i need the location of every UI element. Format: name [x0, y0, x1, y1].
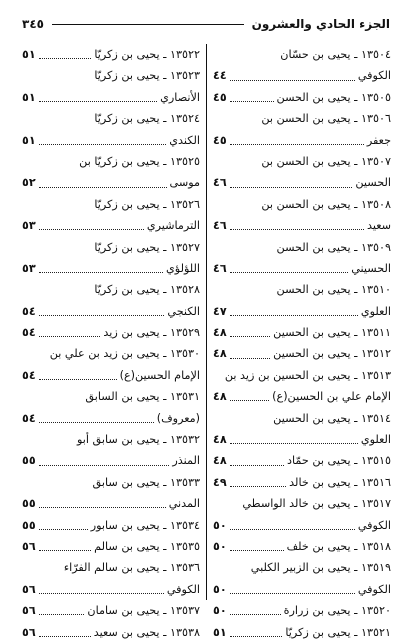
entry-page-number: ٥٥	[22, 454, 36, 468]
index-line	[22, 450, 200, 471]
dot-leader	[230, 465, 284, 466]
index-column-right	[213, 44, 391, 643]
dot-leader	[230, 593, 355, 594]
entry-page-number: ٥٤	[22, 304, 36, 318]
entry-text: سعيد	[366, 219, 391, 233]
entry-page-number: ٥٤	[22, 368, 36, 382]
entry-text: ١٣٥١٠ ـ يحيى بن الحسن	[276, 283, 391, 297]
entry-page-number: ٥٠	[213, 539, 227, 553]
index-line	[213, 194, 391, 215]
entry-text: ١٣٥٢١ ـ يحيى بن زكريّا	[285, 625, 391, 639]
index-line	[213, 557, 391, 578]
dot-leader	[230, 636, 283, 637]
entry-text: الإمام الحسين(ع)	[119, 368, 200, 382]
index-line	[213, 108, 391, 129]
entry-text: الكندي	[169, 133, 200, 147]
dot-leader	[39, 593, 164, 594]
entry-text: ١٣٥٣٠ ـ يحيى بن زيد بن علي بن	[49, 347, 200, 361]
index-line	[22, 215, 200, 236]
index-line	[22, 108, 200, 129]
dot-leader	[230, 529, 355, 530]
index-line	[213, 493, 391, 514]
index-line	[22, 579, 200, 600]
index-line	[213, 386, 391, 407]
index-line	[213, 450, 391, 471]
index-line	[22, 365, 200, 386]
index-line	[213, 258, 391, 279]
dot-leader	[230, 614, 281, 615]
entry-text: الكوفي	[357, 582, 391, 596]
index-line	[22, 87, 200, 108]
index-line	[213, 279, 391, 300]
dot-leader	[230, 101, 274, 102]
entry-text: ١٣٥٢٨ ـ يحيى بن زكريّا	[94, 283, 200, 297]
index-line	[213, 429, 391, 450]
entry-text: ١٣٥٢٧ ـ يحيى بن زكريّا	[94, 240, 200, 254]
entry-page-number: ٤٨	[213, 454, 227, 468]
entry-page-number: ٥٥	[22, 518, 36, 532]
entry-text: موسى	[169, 176, 200, 190]
entry-text: جعفر	[366, 133, 391, 147]
index-line	[213, 237, 391, 258]
dot-leader	[39, 187, 167, 188]
index-line	[22, 172, 200, 193]
entry-page-number: ٥٥	[22, 497, 36, 511]
entry-text: ١٣٥٠٦ ـ يحيى بن الحسن بن	[261, 112, 391, 126]
index-line	[213, 343, 391, 364]
page-header	[22, 14, 390, 34]
dot-leader	[230, 187, 353, 188]
dot-leader	[230, 336, 271, 337]
entry-page-number: ٤٥	[213, 133, 227, 147]
dot-leader	[39, 379, 117, 380]
index-line	[213, 322, 391, 343]
entry-text: الكوفي	[357, 69, 391, 83]
dot-leader	[230, 144, 364, 145]
entry-page-number: ٥١	[22, 90, 36, 104]
index-line	[22, 343, 200, 364]
entry-page-number: ٥١	[22, 48, 36, 61]
dot-leader	[39, 529, 88, 530]
entry-page-number: ٤٧	[213, 304, 227, 318]
entry-page-number: ٤٤	[213, 69, 227, 83]
page-number: ٣٤٥	[22, 17, 44, 31]
entry-text: اللؤلؤي	[166, 261, 200, 275]
column-divider	[206, 44, 207, 600]
index-line	[22, 279, 200, 300]
entry-text: ١٣٥٢٦ ـ يحيى بن زكريّا	[94, 197, 200, 211]
entry-text: ١٣٥٢٣ ـ يحيى بن زكريّا	[94, 69, 200, 83]
dot-leader	[230, 443, 358, 444]
index-line	[22, 322, 200, 343]
index-line	[213, 365, 391, 386]
entry-text: ١٣٥٣٤ ـ يحيى بن سابور	[90, 518, 200, 532]
entry-text: الكوفي	[166, 582, 200, 596]
entry-text: ١٣٥٠٧ ـ يحيى بن الحسن بن	[261, 154, 391, 168]
entry-page-number: ٥١	[213, 625, 227, 639]
entry-text: ١٣٥٣٨ ـ يحيى بن سعيد	[93, 625, 200, 639]
dot-leader	[230, 315, 358, 316]
entry-page-number: ٥٠	[213, 582, 227, 596]
running-title: الجزء الحادي والعشرون	[251, 17, 390, 31]
entry-text: الحسيني	[351, 261, 391, 275]
entry-text: ١٣٥١٩ ـ يحيى بن الزبير الكلبي	[250, 561, 391, 575]
dot-leader	[39, 636, 91, 637]
index-line	[22, 600, 200, 621]
dot-leader	[230, 272, 349, 273]
dot-leader	[39, 336, 101, 337]
index-line	[213, 87, 391, 108]
entry-page-number: ٤٨	[213, 433, 227, 447]
dot-leader	[39, 614, 85, 615]
entry-text: ١٣٥٢٢ ـ يحيى بن زكريّا	[94, 48, 200, 61]
entry-page-number: ٥٦	[22, 539, 36, 553]
index-line	[22, 408, 200, 429]
entry-page-number: ٥٦	[22, 625, 36, 639]
entry-text: ١٣٥٢٥ ـ يحيى بن زكريّا بن	[79, 154, 200, 168]
entry-text: ١٣٥١٨ ـ يحيى بن خلف	[286, 539, 391, 553]
entry-page-number: ٥٦	[22, 582, 36, 596]
index-line	[22, 258, 200, 279]
dot-leader	[39, 229, 144, 230]
entry-text: الكنجي	[167, 304, 200, 318]
entry-page-number: ٤٦	[213, 219, 227, 233]
entry-page-number: ٤٨	[213, 390, 227, 404]
index-line	[22, 194, 200, 215]
entry-text: ١٣٥١٧ ـ يحيى بن خالد الواسطي	[242, 497, 391, 511]
index-line	[213, 536, 391, 557]
entry-page-number: ٤٩	[213, 475, 227, 489]
entry-text: ١٣٥٣٧ ـ يحيى بن سامان	[87, 604, 200, 618]
entry-text: ١٣٥٢٠ ـ يحيى بن زرارة	[283, 604, 391, 618]
dot-leader	[39, 144, 167, 145]
header-rule	[52, 24, 244, 25]
entry-page-number: ٥٠	[213, 604, 227, 618]
entry-text: المنذر	[172, 454, 200, 468]
index-line	[213, 472, 391, 493]
index-line	[22, 44, 200, 65]
dot-leader	[39, 465, 170, 466]
index-line	[22, 386, 200, 407]
index-line	[22, 472, 200, 493]
entry-text: ١٣٥٣٢ ـ يحيى بن سابق أبو	[77, 433, 200, 447]
index-line	[22, 130, 200, 151]
entry-text: الكوفي	[357, 518, 391, 532]
entry-page-number: ٥١	[22, 133, 36, 147]
entry-text: ١٣٥٣٣ ـ يحيى بن سابق	[92, 475, 200, 489]
index-line	[22, 429, 200, 450]
index-line	[22, 151, 200, 172]
dot-leader	[39, 58, 92, 59]
entry-text: ١٣٥٠٨ ـ يحيى بن الحسن بن	[261, 197, 391, 211]
index-line	[213, 130, 391, 151]
entry-text: العلوي	[360, 433, 391, 447]
index-line	[22, 622, 200, 643]
entry-page-number: ٥٤	[22, 326, 36, 340]
index-line	[22, 301, 200, 322]
index-line	[213, 151, 391, 172]
entry-page-number: ٥٢	[22, 176, 36, 190]
index-line	[22, 515, 200, 536]
dot-leader	[39, 272, 163, 273]
entry-page-number: ٤٨	[213, 326, 227, 340]
entry-page-number: ٥٠	[213, 518, 227, 532]
index-line	[22, 493, 200, 514]
entry-text: الحسين	[355, 176, 391, 190]
entry-text: ١٣٥٢٩ ـ يحيى بن زيد	[103, 326, 200, 340]
dot-leader	[230, 550, 284, 551]
index-line	[22, 536, 200, 557]
entry-text: ١٣٥١٢ ـ يحيى بن الحسين	[273, 347, 391, 361]
index-line	[22, 557, 200, 578]
index-line	[22, 65, 200, 86]
entry-text: ١٣٥١١ ـ يحيى بن الحسين	[273, 326, 391, 340]
entry-text: العلوي	[360, 304, 391, 318]
entry-text: ١٣٥٠٤ ـ يحيى بن حسّان	[280, 48, 391, 61]
dot-leader	[230, 80, 355, 81]
entry-page-number: ٤٥	[213, 90, 227, 104]
index-line	[213, 600, 391, 621]
dot-leader	[39, 507, 166, 508]
entry-page-number: ٤٨	[213, 347, 227, 361]
index-line	[213, 622, 391, 643]
index-line	[213, 408, 391, 429]
index-line	[22, 237, 200, 258]
index-line	[213, 515, 391, 536]
dot-leader	[39, 550, 91, 551]
index-line	[213, 172, 391, 193]
entry-text: ١٣٥٠٩ ـ يحيى بن الحسن	[276, 240, 391, 254]
entry-page-number: ٥٣	[22, 219, 36, 233]
dot-leader	[39, 422, 154, 423]
index-line	[213, 215, 391, 236]
entry-text: ١٣٥١٦ ـ يحيى بن خالد	[289, 475, 391, 489]
index-line	[213, 579, 391, 600]
dot-leader	[230, 229, 364, 230]
index-line	[213, 44, 391, 65]
entry-text: الترماشيري	[146, 219, 200, 233]
index-column-left	[22, 44, 200, 643]
dot-leader	[39, 101, 157, 102]
index-line	[213, 65, 391, 86]
entry-text: (معروف)	[156, 411, 200, 425]
entry-text: ١٣٥٣١ ـ يحيى بن السابق	[85, 390, 200, 404]
entry-text: الإمام علي بن الحسين(ع)	[272, 390, 391, 404]
entry-page-number: ٥٦	[22, 604, 36, 618]
entry-page-number: ٤٦	[213, 176, 227, 190]
entry-page-number: ٤٦	[213, 261, 227, 275]
entry-text: ١٣٥١٤ ـ يحيى بن الحسين	[273, 411, 391, 425]
entry-text: ١٣٥٠٥ ـ يحيى بن الحسن	[276, 90, 391, 104]
entry-text: ١٣٥٣٦ ـ يحيى بن سالم الفرّاء	[63, 561, 200, 575]
dot-leader	[230, 358, 271, 359]
entry-text: الأنصاري	[160, 90, 200, 104]
entry-text: ١٣٥١٥ ـ يحيى بن حمّاد	[287, 454, 391, 468]
dot-leader	[230, 400, 269, 401]
index-line	[213, 301, 391, 322]
entry-text: ١٣٥٢٤ ـ يحيى بن زكريّا	[94, 112, 200, 126]
entry-text: ١٣٥١٣ ـ يحيى بن الحسين بن زيد بن	[224, 368, 391, 382]
entry-text: المدني	[168, 497, 200, 511]
entry-page-number: ٥٣	[22, 261, 36, 275]
dot-leader	[230, 486, 287, 487]
entry-text: ١٣٥٣٥ ـ يحيى بن سالم	[94, 539, 200, 553]
dot-leader	[39, 315, 165, 316]
entry-page-number: ٥٤	[22, 411, 36, 425]
